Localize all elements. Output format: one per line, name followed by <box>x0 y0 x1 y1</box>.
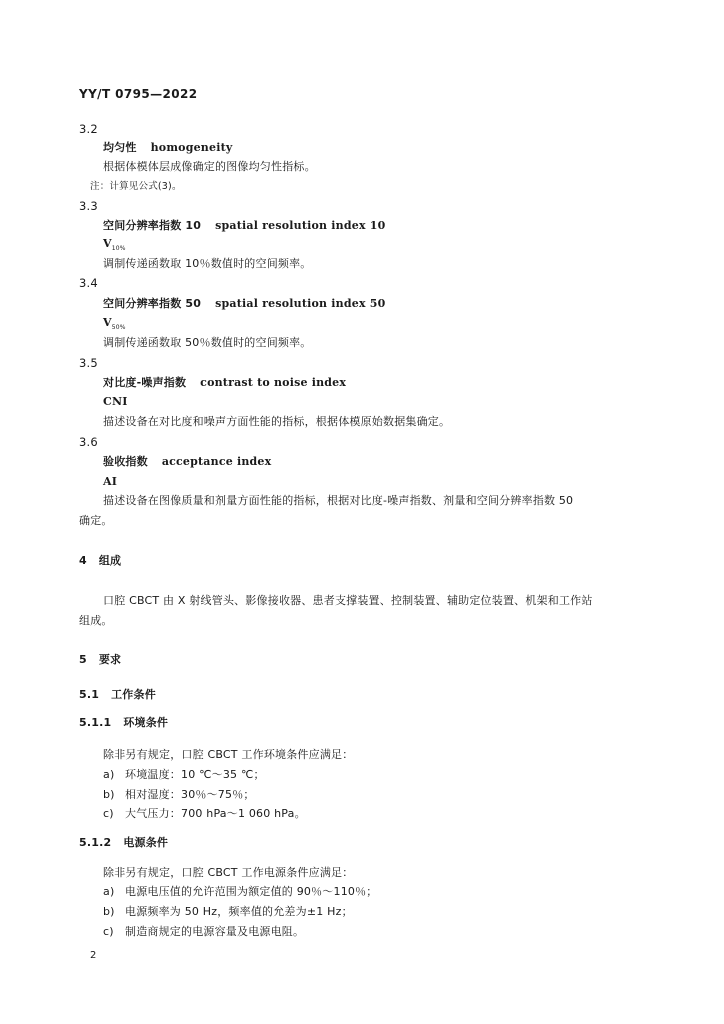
clause-3-2-number: 3.2 <box>79 122 98 136</box>
clause-3-6-definition-line-2: 确定。 <box>79 514 113 527</box>
section-4-text-line-1: 口腔 CBCT 由 X 射线管头、影像接收器、患者支撑装置、控制装置、辅助定位装置、机架和工作站 <box>103 594 593 607</box>
section-5-1-1-heading <box>79 716 168 730</box>
list-item <box>103 905 353 919</box>
list-item <box>103 807 306 821</box>
list-item-text: 制造商规定的电源容量及电源电阻。 <box>125 925 305 938</box>
list-item <box>103 885 378 899</box>
section-5-heading <box>79 653 121 667</box>
list-item-key: b) <box>103 905 115 918</box>
list-item-text: 大气压力：700 hPa～1 060 hPa。 <box>125 807 306 820</box>
term-cn: 均匀性 <box>103 141 137 154</box>
clause-3-3-symbol <box>103 237 126 256</box>
term-en: spatial resolution index 50 <box>215 297 386 310</box>
clause-3-3-term <box>103 219 385 233</box>
page-number: 2 <box>90 950 97 961</box>
term-en: spatial resolution index 10 <box>215 219 386 232</box>
section-5-1-heading <box>79 688 156 702</box>
section-number: 5.1.1 <box>79 716 112 729</box>
clause-3-4-number: 3.4 <box>79 276 98 290</box>
list-item-text: 电源电压值的允许范围为额定值的 90％～110％； <box>125 885 378 898</box>
section-title: 要求 <box>98 653 122 666</box>
section-title: 电源条件 <box>123 836 169 849</box>
clause-3-2-definition: 根据体模体层成像确定的图像均匀性指标。 <box>103 160 316 173</box>
clause-3-5-symbol: CNI <box>103 395 128 408</box>
section-5-1-1-intro: 除非另有规定，口腔 CBCT 工作环境条件应满足： <box>103 748 354 761</box>
section-5-1-2-heading <box>79 836 168 850</box>
clause-3-6-term <box>103 455 271 469</box>
list-item-text: 电源频率为 50 Hz，频率值的允差为±1 Hz； <box>125 905 353 918</box>
section-5-1-2-intro: 除非另有规定，口腔 CBCT 工作电源条件应满足： <box>103 866 354 879</box>
section-4-heading <box>79 554 121 568</box>
section-title: 环境条件 <box>123 716 169 729</box>
list-item-key: b) <box>103 788 115 801</box>
clause-3-6-definition-line-1: 描述设备在图像质量和剂量方面性能的指标，根据对比度-噪声指数、剂量和空间分辨率指数 50 <box>103 494 574 507</box>
symbol: V <box>103 316 112 329</box>
section-title: 工作条件 <box>111 688 156 701</box>
list-item <box>103 768 265 782</box>
term-cn: 空间分辨率指数 10 <box>103 219 202 232</box>
symbol-subscript: 50% <box>111 324 126 332</box>
section-number: 5.1 <box>79 688 100 701</box>
clause-3-5-number: 3.5 <box>79 356 98 370</box>
term-en: acceptance index <box>161 455 272 468</box>
section-number: 5.1.2 <box>79 836 112 849</box>
term-cn: 对比度-噪声指数 <box>103 376 187 389</box>
list-item-key: c) <box>103 807 114 820</box>
section-number: 5 <box>79 653 87 666</box>
clause-3-4-symbol <box>103 316 126 335</box>
clause-3-4-term <box>103 297 385 311</box>
section-number: 4 <box>79 554 87 567</box>
clause-3-6-symbol: AI <box>103 475 118 488</box>
clause-3-5-term <box>103 376 346 390</box>
list-item <box>103 925 304 939</box>
symbol-subscript: 10% <box>111 245 126 253</box>
section-4-text-line-2: 组成。 <box>79 614 113 627</box>
term-cn: 空间分辨率指数 50 <box>103 297 202 310</box>
term-cn: 验收指数 <box>103 455 148 468</box>
doc-id-header: YY/T 0795—2022 <box>79 87 198 101</box>
clause-3-2-note: 注：计算见公式(3)。 <box>90 181 182 192</box>
term-en: contrast to noise index <box>200 376 347 389</box>
clause-3-3-number: 3.3 <box>79 199 98 213</box>
clause-3-3-definition: 调制传递函数取 10％数值时的空间频率。 <box>103 257 312 270</box>
list-item-key: a) <box>103 885 115 898</box>
section-title: 组成 <box>98 554 122 567</box>
clause-3-5-definition: 描述设备在对比度和噪声方面性能的指标，根据体模原始数据集确定。 <box>103 415 451 428</box>
clause-3-4-definition: 调制传递函数取 50％数值时的空间频率。 <box>103 336 312 349</box>
term-en: homogeneity <box>150 141 233 154</box>
list-item-text: 环境温度：10 ℃～35 ℃； <box>125 768 265 781</box>
list-item <box>103 788 255 802</box>
clause-3-2-term <box>103 141 232 155</box>
list-item-key: c) <box>103 925 114 938</box>
clause-3-6-number: 3.6 <box>79 435 98 449</box>
list-item-key: a) <box>103 768 115 781</box>
symbol: V <box>103 237 112 250</box>
list-item-text: 相对湿度：30％～75％； <box>125 788 255 801</box>
